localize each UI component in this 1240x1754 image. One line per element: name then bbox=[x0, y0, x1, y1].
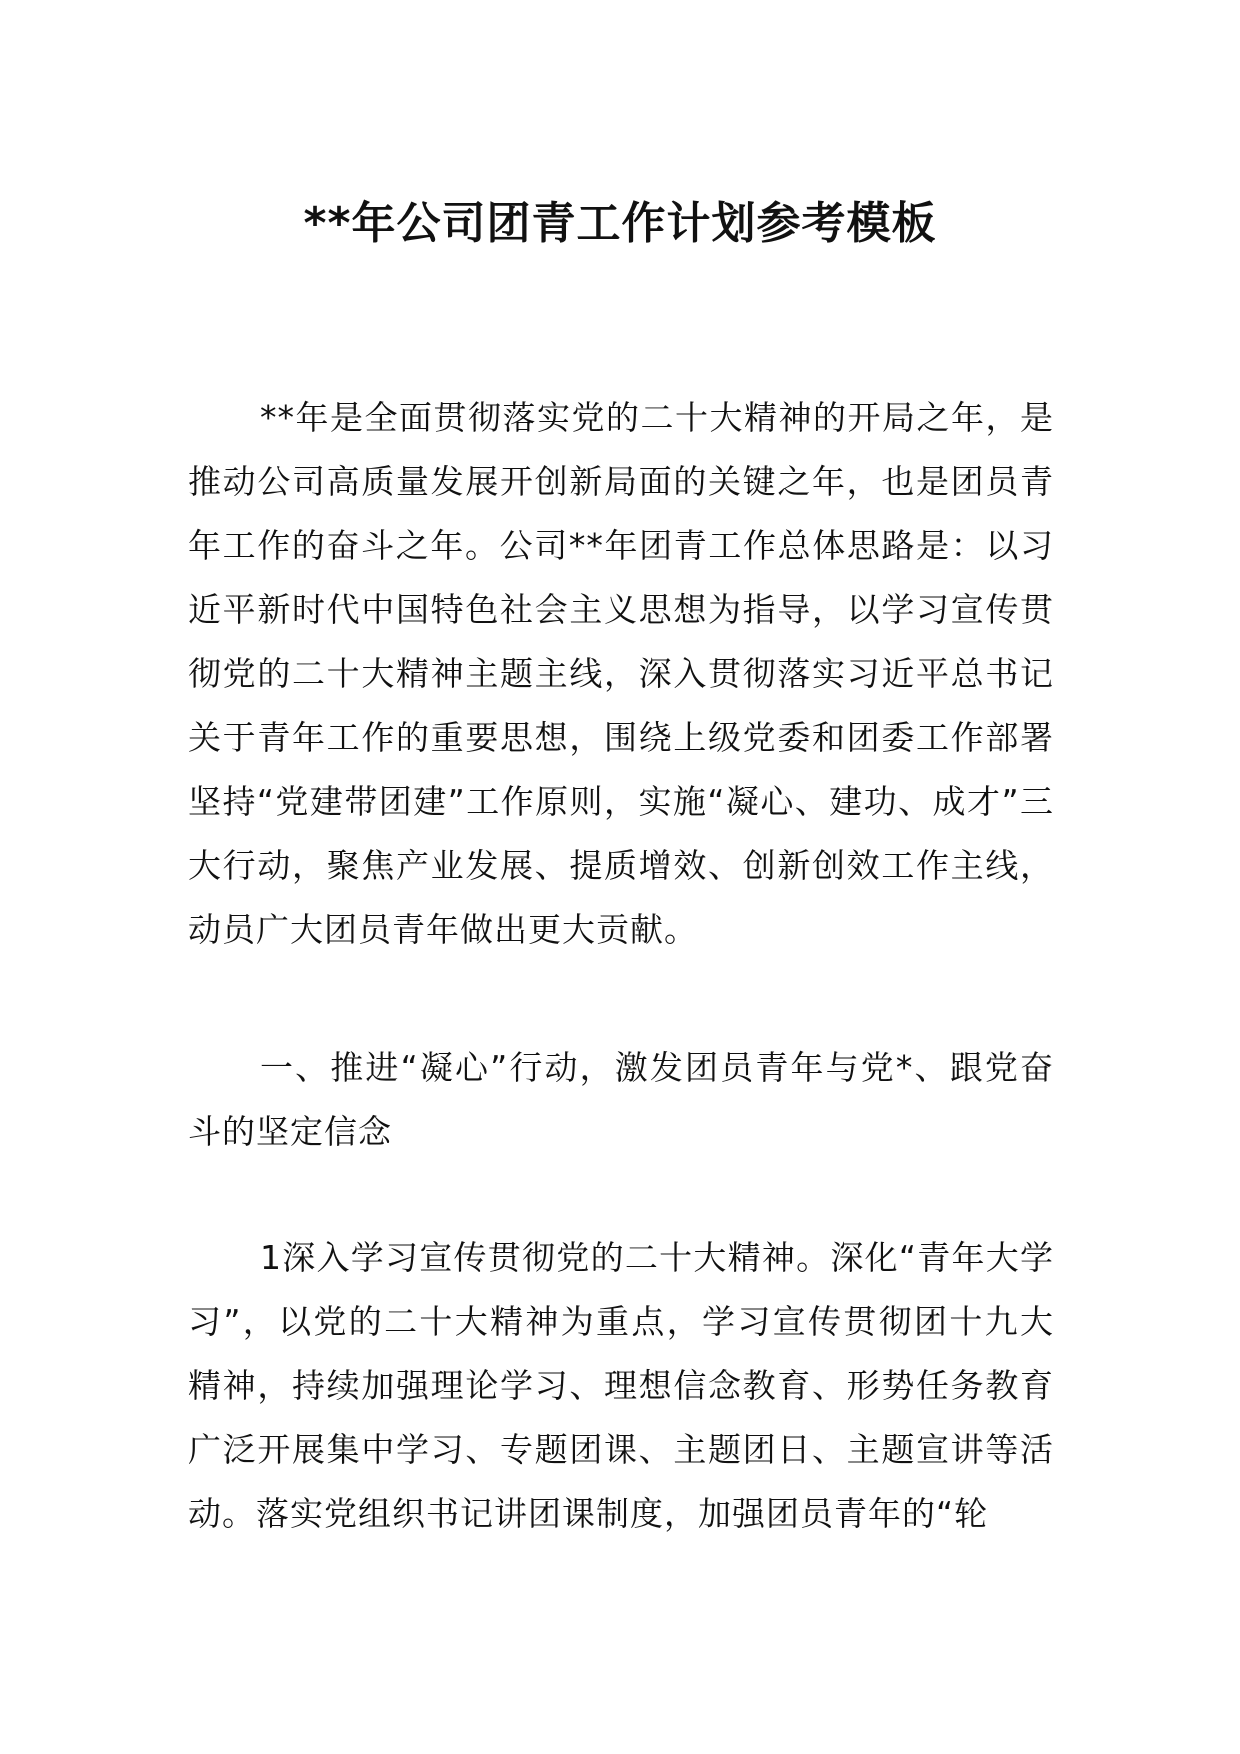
section-one-heading: 一、推进“凝心”行动，激发团员青年与党*、跟党奋斗的坚定信念 bbox=[188, 1048, 1054, 1151]
section-one-item-one: 1深入学习宣传贯彻党的二十大精神。深化“青年大学习”，以党的二十大精神为重点，学习宣传贯彻团十九大精神，持续加强理论学习、理想信念教育、形势任务教育广泛开展集中学习、专题团课、主题团日、主题宣讲等活动。落实党组织书记讲团课制度，加强团员青年的“轮 bbox=[188, 1238, 1054, 1533]
document-title: **年公司团青工作计划参考模板 bbox=[303, 198, 937, 249]
intro-paragraph: **年是全面贯彻落实党的二十大精神的开局之年，是推动公司高质量发展开创新局面的关键之年，也是团员青年工作的奋斗之年。公司**年团青工作总体思路是：以习近平新时代中国特色社会主义思想为指导，以学习宣传贯彻党的二十大精神主题主线，深入贯彻落实习近平总书记关于青年工作的重要思想，围绕上级党委和团委工作部署坚持“党建带团建”工作原则，实施“凝心、建功、成才”三大行动，聚焦产业发展、提质增效、创新创效工作主线，动员广大团员青年做出更大贡献。 bbox=[188, 398, 1054, 949]
